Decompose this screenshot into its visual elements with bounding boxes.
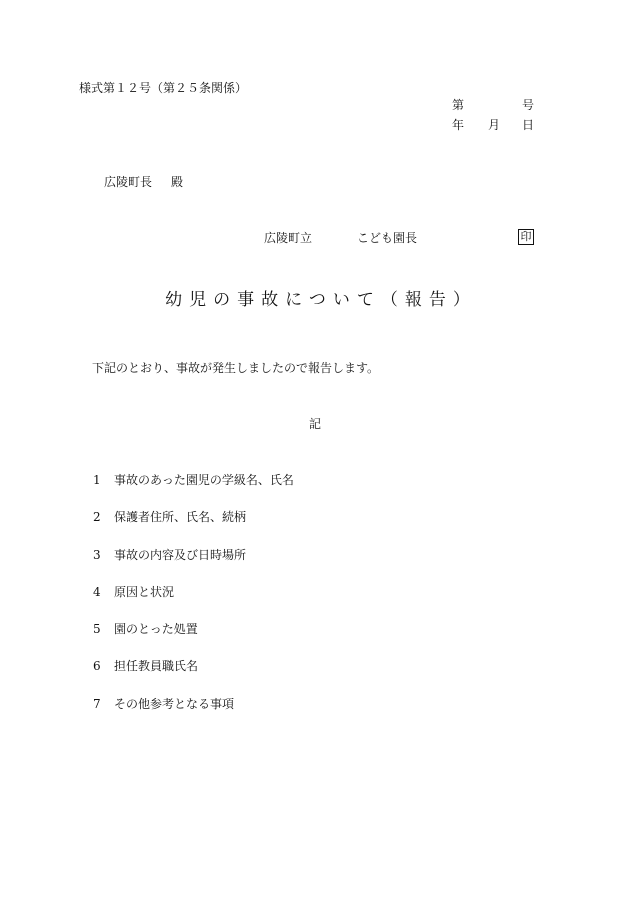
item-number: 5 [93,622,101,637]
list-item [93,622,294,659]
list-item [93,510,294,547]
item-text: その他参考となる事項 [114,696,235,711]
item-number: 6 [93,659,101,674]
document-number-label: 第 [452,98,465,112]
item-number: 3 [93,547,101,562]
document-number-suffix: 号 [522,98,535,112]
item-text: 保護者住所、氏名、続柄 [114,510,247,525]
list-item [93,659,294,696]
list-item [93,473,294,510]
form-number: 様式第１２号（第２５条関係） [79,81,248,95]
date-year-label: 年 [452,118,465,132]
addressee-name: 広陵町長 [104,175,153,189]
item-number: 2 [93,510,101,525]
sender-title: こども園長 [357,231,418,245]
item-number: 4 [93,584,101,599]
list-item [93,548,294,585]
item-number: 1 [93,473,101,487]
list-item [93,697,294,734]
item-text: 担任教員職氏名 [114,659,199,674]
item-text: 事故のあった園児の学級名、氏名 [114,473,294,487]
seal-mark: 印 [518,229,534,245]
ki-label: 記 [308,417,321,431]
item-number: 7 [93,696,101,711]
intro-text: 下記のとおり、事故が発生しましたので報告します。 [92,361,380,375]
item-list [93,473,294,734]
date-day-label: 日 [522,118,535,132]
addressee-honorific: 殿 [171,175,184,189]
date-month-label: 月 [488,118,501,132]
document-title: 幼児の事故について（報告） [165,290,477,310]
item-text: 園のとった処置 [114,622,198,637]
item-text: 事故の内容及び日時場所 [114,547,247,562]
item-text: 原因と状況 [114,584,175,599]
sender-town: 広陵町立 [264,231,313,245]
list-item [93,585,294,622]
